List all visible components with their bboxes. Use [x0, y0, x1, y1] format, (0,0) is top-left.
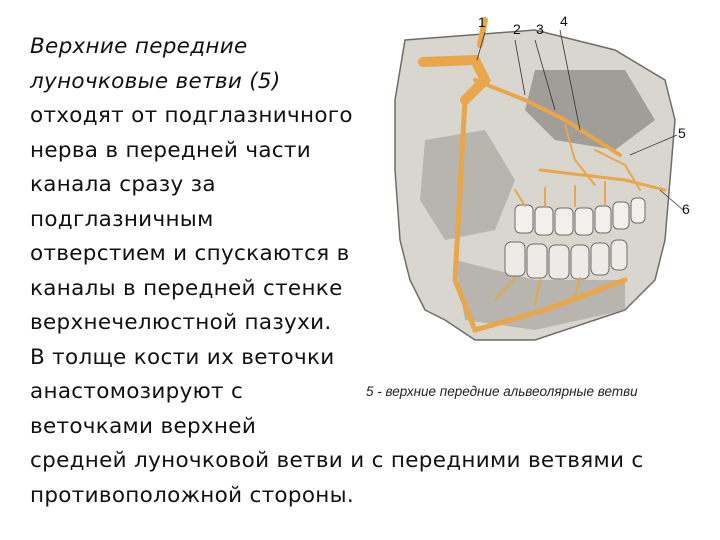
text-line: анастомозируют с [30, 379, 244, 404]
text-line: подглазничным [30, 206, 214, 232]
text-line: нерва в передней части [30, 137, 312, 163]
text-line: В толще кости их веточки [30, 344, 335, 370]
label-1: 1 [478, 14, 487, 30]
label-2: 2 [513, 21, 522, 37]
text-line: канала сразу за [30, 172, 216, 197]
text-line: веточками верхней [30, 413, 257, 439]
text-line: каналы в передней стенке [30, 275, 343, 301]
text-line: отверстием и спускаются в [30, 241, 350, 266]
text-line: противоположной стороны. [30, 482, 355, 508]
text-line: Верхние передние [30, 34, 248, 59]
text-line: отходят от подглазничного [30, 103, 353, 128]
text-line: луночковые ветви (5) [30, 68, 281, 94]
text-line: верхнечелюстной пазухи. [30, 310, 332, 335]
label-6: 6 [682, 201, 691, 217]
text-line: средней луночковой ветви и с передними ветвями с [30, 448, 644, 473]
skull-nerve-illustration [365, 10, 705, 390]
figure-caption: 5 - верхние передние альвеолярные ветви [366, 384, 638, 399]
label-3: 3 [536, 21, 545, 37]
label-5: 5 [678, 125, 687, 141]
label-4: 4 [560, 13, 569, 29]
